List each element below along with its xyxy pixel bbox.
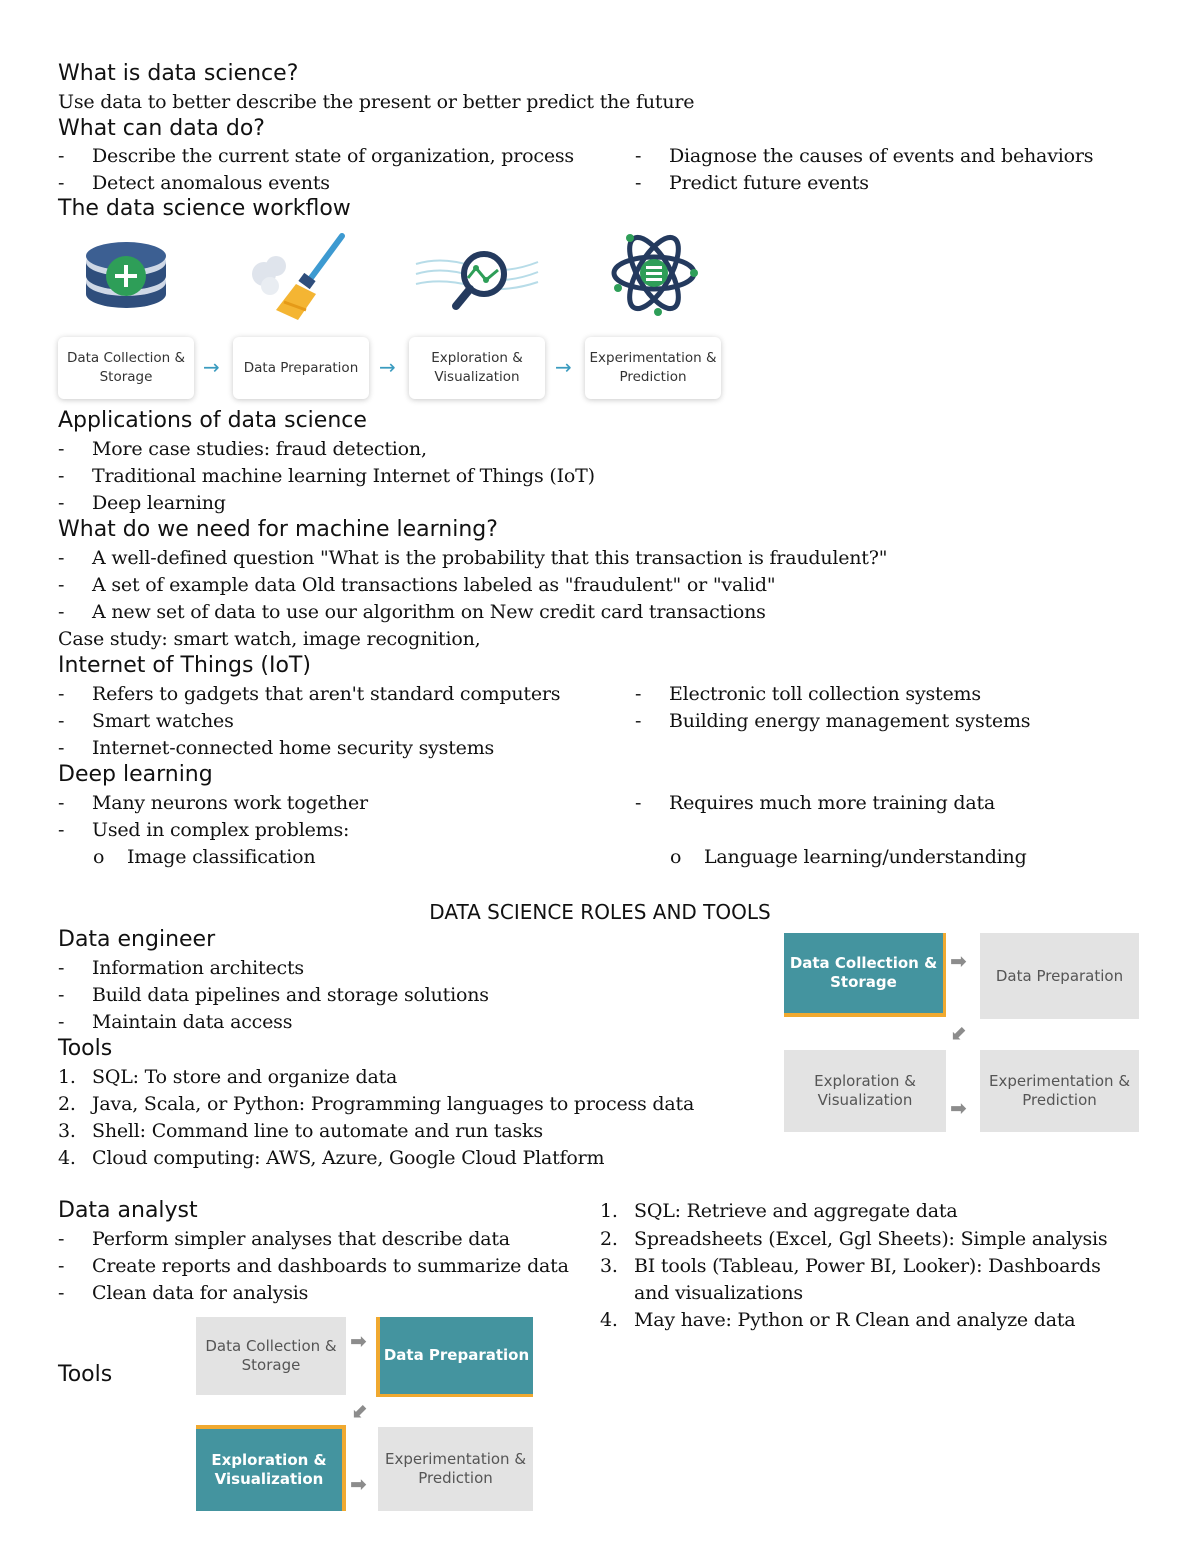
bullet-dash: - (58, 1228, 65, 1250)
bullet-dash: - (58, 819, 65, 841)
roles-section-title: DATA SCIENCE ROLES AND TOOLS (429, 900, 771, 924)
bullet-dash: - (635, 683, 642, 705)
bullet-dash: - (58, 438, 65, 460)
engineer-diagram-experimentation: Experimentation & Prediction (980, 1050, 1139, 1132)
engineer-diagram-collection: Data Collection & Storage (784, 933, 946, 1017)
heading-engineer-tools: Tools (58, 1036, 113, 1061)
heading-workflow: The data science workflow (58, 196, 351, 221)
heading-what-is-data-science: What is data science? (58, 61, 299, 86)
workflow-arrow: → (379, 355, 396, 379)
database-plus-icon (80, 236, 172, 320)
bullet-dash: - (58, 492, 65, 514)
diagram-arrow-right: ➡ (950, 949, 967, 973)
heading-applications: Applications of data science (58, 408, 367, 433)
bullet-dash: - (635, 145, 642, 167)
diagram-arrow-right: ➡ (350, 1329, 367, 1353)
bullet-dash: - (635, 172, 642, 194)
workflow-step-preparation: Data Preparation (233, 337, 369, 399)
workflow-step-exploration: Exploration & Visualization (409, 337, 545, 399)
bullet-dash: - (58, 601, 65, 623)
bullet-dash: - (58, 574, 65, 596)
bullet-dash: - (58, 465, 65, 487)
bullet-dash: - (635, 792, 642, 814)
heading-data-analyst: Data analyst (58, 1198, 198, 1223)
bullet-dash: - (635, 710, 642, 732)
engineer-diagram-preparation: Data Preparation (980, 933, 1139, 1019)
heading-what-can-data-do: What can data do? (58, 116, 265, 141)
bullet-dash: - (58, 737, 65, 759)
bullet-dash: - (58, 172, 65, 194)
workflow-arrow: → (203, 355, 220, 379)
diagram-arrow-right: ➡ (350, 1472, 367, 1496)
diagram-arrow-right: ➡ (950, 1096, 967, 1120)
bullet-dash: - (58, 792, 65, 814)
definition-text: Use data to better describe the present or better predict the future (58, 91, 695, 113)
workflow-step-collection: Data Collection & Storage (58, 337, 194, 399)
bullet-dash: - (58, 957, 65, 979)
atom-icon (610, 228, 698, 318)
workflow-arrow: → (555, 355, 572, 379)
diagram-arrow-diagonal: ⬋ (951, 1020, 968, 1044)
analyst-diagram-exploration: Exploration & Visualization (196, 1425, 346, 1511)
bullet-dash: - (58, 710, 65, 732)
bullet-dash: - (58, 145, 65, 167)
bullet-circle: o (670, 846, 682, 868)
bullet-dash: - (58, 984, 65, 1006)
broom-icon (246, 232, 346, 322)
bullet-dash: - (58, 1282, 65, 1304)
bullet-dash: - (58, 1255, 65, 1277)
magnifier-chart-icon (412, 244, 542, 314)
bullet-circle: o (93, 846, 105, 868)
bullet-dash: - (58, 547, 65, 569)
diagram-arrow-diagonal: ⬋ (352, 1398, 369, 1422)
case-study-text: Case study: smart watch, image recognition, (58, 628, 481, 650)
analyst-diagram-collection: Data Collection & Storage (196, 1317, 346, 1395)
heading-deep-learning: Deep learning (58, 762, 213, 787)
heading-iot: Internet of Things (IoT) (58, 653, 311, 678)
bullet-dash: - (58, 1011, 65, 1033)
bullet-dash: - (58, 683, 65, 705)
analyst-diagram-preparation: Data Preparation (376, 1317, 533, 1397)
heading-ml-needs: What do we need for machine learning? (58, 517, 498, 542)
workflow-step-experimentation: Experimentation & Prediction (585, 337, 721, 399)
heading-data-engineer: Data engineer (58, 927, 216, 952)
heading-analyst-tools: Tools (58, 1362, 113, 1387)
engineer-diagram-exploration: Exploration & Visualization (784, 1050, 946, 1132)
analyst-diagram-experimentation: Experimentation & Prediction (378, 1427, 533, 1511)
